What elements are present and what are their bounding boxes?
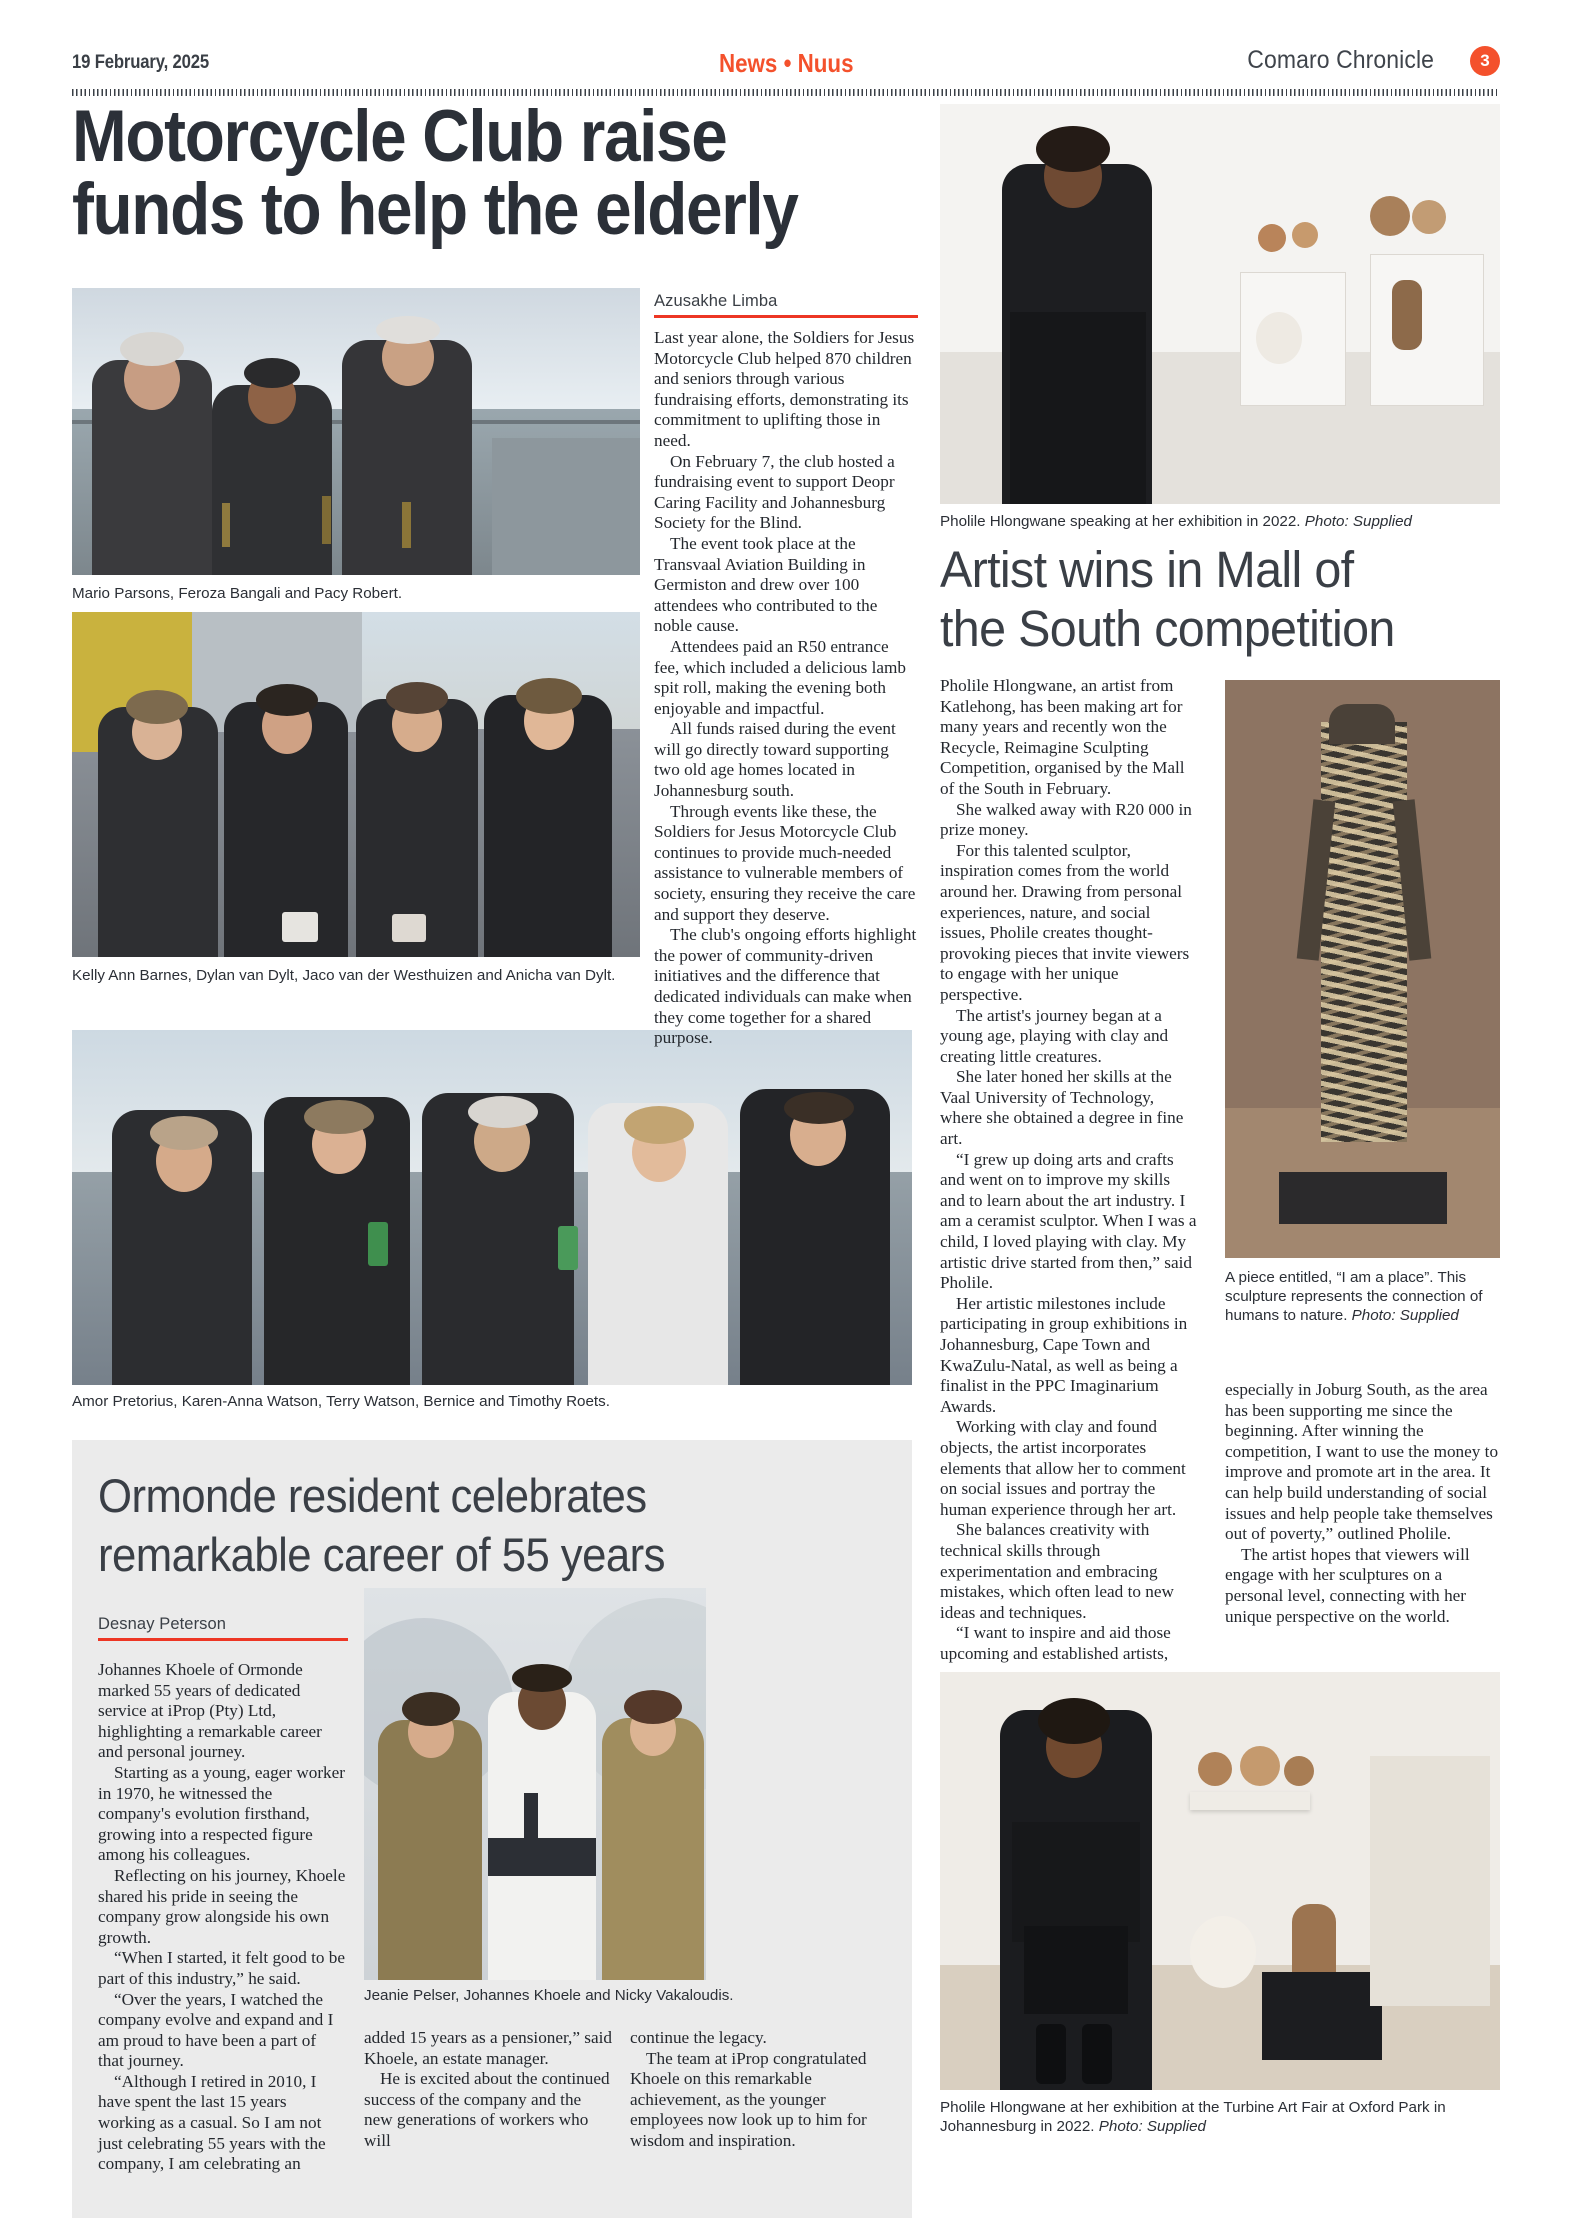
artist-caption-bottom bbox=[940, 2098, 1500, 2136]
paragraph: “Although I retired in 2010, I have spent the last 15 years working as a casual. So I am not just celebrating 55 years with the company, I am celebrating an bbox=[98, 2071, 326, 2174]
paragraph: She balances creativity with technical skills through experimentation and embracing mistakes, which often lead to new ideas and techniques. bbox=[940, 1520, 1174, 1622]
main-byline: Azusakhe Limba bbox=[654, 292, 778, 310]
photo-caption-1: Mario Parsons, Feroza Bangali and Pacy Robert. bbox=[72, 585, 403, 602]
artist-caption-bottom-text: Pholile Hlongwane at her exhibition at the Turbine Art Fair at Oxford Park in Johannesburg in 2022. bbox=[940, 2099, 1446, 2135]
paragraph: The artist's journey began at a young age, playing with clay and creating little creatures. bbox=[940, 1005, 1169, 1066]
artist-headline bbox=[940, 540, 1500, 658]
ormonde-byline-block bbox=[98, 1615, 348, 1651]
main-headline-line1: Motorcycle Club raise bbox=[72, 96, 727, 177]
photo-ormonde-group bbox=[364, 1588, 706, 1980]
main-article-body bbox=[654, 328, 918, 1049]
publication-title bbox=[1231, 46, 1434, 75]
artist-headline-line1: Artist wins in Mall of bbox=[940, 541, 1354, 598]
ormonde-headline-line1: Ormonde resident celebrates bbox=[98, 1469, 647, 1522]
main-article-column bbox=[654, 292, 918, 1049]
ormonde-column-3 bbox=[630, 2028, 878, 2152]
ormonde-byline-rule bbox=[98, 1638, 348, 1641]
paragraph: Reflecting on his journey, Khoele shared his pride in seeing the company grow alongside his own growth. bbox=[98, 1865, 346, 1947]
photo-credit: Photo: Supplied bbox=[1351, 1307, 1459, 1324]
paragraph: continue the legacy. bbox=[630, 2028, 767, 2047]
section-label-text: News • Nuus bbox=[718, 48, 854, 78]
artist-column-2 bbox=[1225, 1380, 1500, 1627]
photo-artist-exhibition-bottom bbox=[940, 1672, 1500, 2090]
paragraph: On February 7, the club hosted a fundraising event to support Deopr Caring Facility and Johannesburg Society for the Blind. bbox=[654, 451, 895, 533]
paragraph: The event took place at the Transvaal Aviation Building in Germiston and drew over 100 attendees who contributed to the noble cause. bbox=[654, 533, 878, 636]
main-headline bbox=[72, 96, 902, 250]
ormonde-article bbox=[72, 1440, 912, 2218]
photo-sculpture bbox=[1225, 680, 1500, 1258]
main-headline-line2: funds to help the elderly bbox=[72, 169, 798, 250]
paragraph: Pholile Hlongwane, an artist from Katlehong, has been making art for many years and recently won the Recycle, Reimagine Sculpting Competition, organised by the Mall of the South in February. bbox=[940, 676, 1185, 798]
photo-artist-exhibition-top bbox=[940, 104, 1500, 504]
paragraph: “When I started, it felt good to be part of this industry,” he said. bbox=[98, 1948, 345, 1988]
photo-credit: Photo: Supplied bbox=[1304, 513, 1412, 530]
masthead-divider bbox=[72, 89, 1500, 96]
ormonde-column-1 bbox=[98, 1660, 346, 2175]
paragraph: Through events like these, the Soldiers for Jesus Motorcycle Club continues to provide much-needed assistance to vulnerable members of society, ensuring they receive the care and support they deserve. bbox=[654, 801, 916, 924]
paragraph: Last year alone, the Soldiers for Jesus Motorcycle Club helped 870 children and seniors through various fundraising efforts, demonstrating its commitment to uplifting those in need. bbox=[654, 328, 915, 450]
paragraph: Her artistic milestones include participating in group exhibitions in Johannesburg, Cape Town and KwaZulu-Natal, as well as being a finalist in the PPC Imaginarium Awards. bbox=[940, 1293, 1188, 1416]
paragraph: Attendees paid an R50 entrance fee, which included a delicious lamb spit roll, making the evening both enjoyable and impactful. bbox=[654, 636, 906, 718]
paragraph: Working with clay and found objects, the artist incorporates elements that allow her to comment on social issues and portray the human experience through her art. bbox=[940, 1417, 1186, 1519]
page-number-badge: 3 bbox=[1470, 46, 1500, 76]
paragraph: Starting as a young, eager worker in 1970, he witnessed the company's evolution firsthand, growing into a respected figure among his colleagues. bbox=[98, 1762, 345, 1865]
paragraph: especially in Joburg South, as the area has been supporting me since the beginning. After winning the competition, I want to use the money to improve and promote art in the area. It can help build understanding of social issues and help people take themselves out of poverty,” outlined Pholile. bbox=[1225, 1380, 1499, 1544]
photo-motorcycle-members-2 bbox=[72, 612, 640, 957]
artist-headline-line2: the South competition bbox=[940, 600, 1395, 657]
ormonde-headline-line2: remarkable career of 55 years bbox=[98, 1528, 665, 1581]
artist-caption-top bbox=[940, 512, 1500, 531]
issue-date: 19 February, 2025 bbox=[72, 52, 210, 73]
sculpture-caption bbox=[1225, 1268, 1500, 1325]
sculpture-caption-text: A piece entitled, “I am a place”. This sculpture represents the connection of humans to nature. bbox=[1225, 1269, 1483, 1324]
paragraph: Johannes Khoele of Ormonde marked 55 years of dedicated service at iProp (Pty) Ltd, highlighting a remarkable career and personal journey. bbox=[98, 1660, 322, 1762]
paragraph: “I grew up doing arts and crafts and went on to improve my skills and to learn about the art industry. I am a ceramist sculptor. When I was a child, I loved playing with clay. My artistic drive started from then,” said Pholile. bbox=[940, 1149, 1197, 1293]
paragraph: For this talented sculptor, inspiration comes from the world around her. Drawing from personal experiences, nature, and social issues, Pholile creates thought-provoking pieces that invite viewers to engage with her unique perspective. bbox=[940, 840, 1190, 1004]
paragraph: “Over the years, I watched the company evolve and expand and I am proud to have been a part of that journey. bbox=[98, 1989, 334, 2071]
paragraph: The artist hopes that viewers will engage with her sculptures on a personal level, connecting with her unique perspective on the world. bbox=[1225, 1544, 1470, 1626]
paragraph: “I want to inspire and aid those upcoming and established artists, bbox=[940, 1623, 1171, 1663]
ormonde-photo-caption: Jeanie Pelser, Johannes Khoele and Nicky Vakaloudis. bbox=[364, 1987, 734, 2004]
paragraph: She walked away with R20 000 in prize money. bbox=[940, 799, 1192, 840]
paragraph: He is excited about the continued success of the company and the new generations of workers who will bbox=[364, 2069, 610, 2150]
paragraph: The club's ongoing efforts highlight the power of community-driven initiatives and the difference that dedicated individuals can make when they come together for a shared purpose. bbox=[654, 925, 917, 1048]
paragraph: The team at iProp congratulated Khoele on this remarkable achievement, as the younger employees now look up to him for wisdom and inspiration. bbox=[630, 2048, 867, 2150]
artist-column-1 bbox=[940, 676, 1198, 1665]
photo-motorcycle-members-1 bbox=[72, 288, 640, 575]
main-byline-rule bbox=[654, 315, 918, 318]
photo-caption-2: Kelly Ann Barnes, Dylan van Dylt, Jaco van der Westhuizen and Anicha van Dylt. bbox=[72, 967, 616, 984]
masthead bbox=[72, 48, 1500, 88]
photo-motorcycle-members-3 bbox=[72, 1030, 912, 1385]
paragraph: All funds raised during the event will go directly toward supporting two old age homes located in Johannesburg south. bbox=[654, 719, 896, 801]
photo-credit: Photo: Supplied bbox=[1098, 2118, 1206, 2135]
ormonde-headline bbox=[98, 1466, 888, 1584]
paragraph: She later honed her skills at the Vaal University of Technology, where she obtained a degree in fine art. bbox=[940, 1067, 1184, 1149]
photo-caption-3: Amor Pretorius, Karen-Anna Watson, Terry Watson, Bernice and Timothy Roets. bbox=[72, 1393, 610, 1410]
artist-caption-top-text: Pholile Hlongwane speaking at her exhibition in 2022. bbox=[940, 513, 1305, 530]
ormonde-byline: Desnay Peterson bbox=[98, 1615, 227, 1633]
ormonde-column-2 bbox=[364, 2028, 612, 2152]
publication-title-text: Comaro Chronicle bbox=[1247, 46, 1434, 74]
paragraph: added 15 years as a pensioner,” said Khoele, an estate manager. bbox=[364, 2028, 612, 2068]
